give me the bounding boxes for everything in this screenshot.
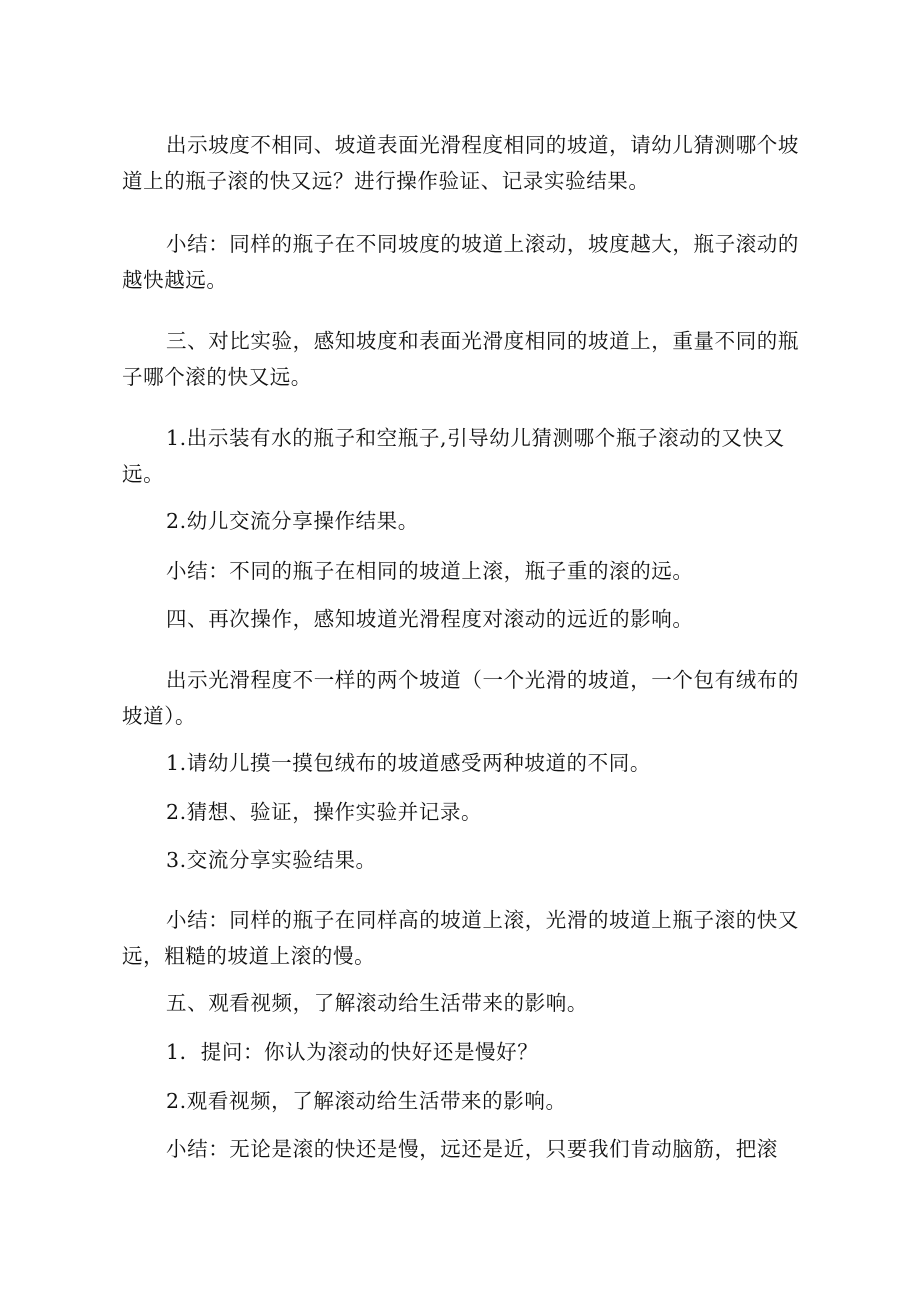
paragraph: 五、观看视频，了解滚动给生活带来的影响。 <box>166 991 588 1015</box>
paragraph: 四、再次操作，感知坡道光滑程度对滚动的远近的影响。 <box>166 607 694 631</box>
paragraph: 三、对比实验，感知坡度和表面光滑度相同的坡道上，重量不同的瓶子哪个滚的快又远。 <box>122 329 799 389</box>
paragraph: 2.猜想、验证，操作实验并记录。 <box>166 800 483 824</box>
paragraph: 1.出示装有水的瓶子和空瓶子,引导幼儿猜测哪个瓶子滚动的又快又远。 <box>122 426 785 486</box>
paragraph: 出示光滑程度不一样的两个坡道（一个光滑的坡道，一个包有绒布的坡道）。 <box>122 668 799 728</box>
paragraph: 1．提问：你认为滚动的快好还是慢好？ <box>166 1040 539 1064</box>
paragraph: 1.请幼儿摸一摸包绒布的坡道感受两种坡道的不同。 <box>166 751 651 775</box>
paragraph: 3.交流分享实验结果。 <box>166 848 377 872</box>
paragraph: 2.幼儿交流分享操作结果。 <box>166 509 419 533</box>
paragraph: 2.观看视频，了解滚动给生活带来的影响。 <box>166 1089 567 1113</box>
paragraph: 小结：同样的瓶子在不同坡度的坡道上滚动，坡度越大，瓶子滚动的越快越远。 <box>122 232 799 292</box>
paragraph: 小结：同样的瓶子在同样高的坡道上滚，光滑的坡道上瓶子滚的快又远，粗糙的坡道上滚的慢。 <box>122 908 799 968</box>
paragraph: 出示坡度不相同、坡道表面光滑程度相同的坡道，请幼儿猜测哪个坡道上的瓶子滚的快又远？进行操作验证、记录实验结果。 <box>122 133 799 193</box>
paragraph: 小结：无论是滚的快还是慢，远还是近，只要我们肯动脑筋，把滚 <box>166 1137 778 1161</box>
paragraph: 小结：不同的瓶子在相同的坡道上滚，瓶子重的滚的远。 <box>166 559 694 583</box>
